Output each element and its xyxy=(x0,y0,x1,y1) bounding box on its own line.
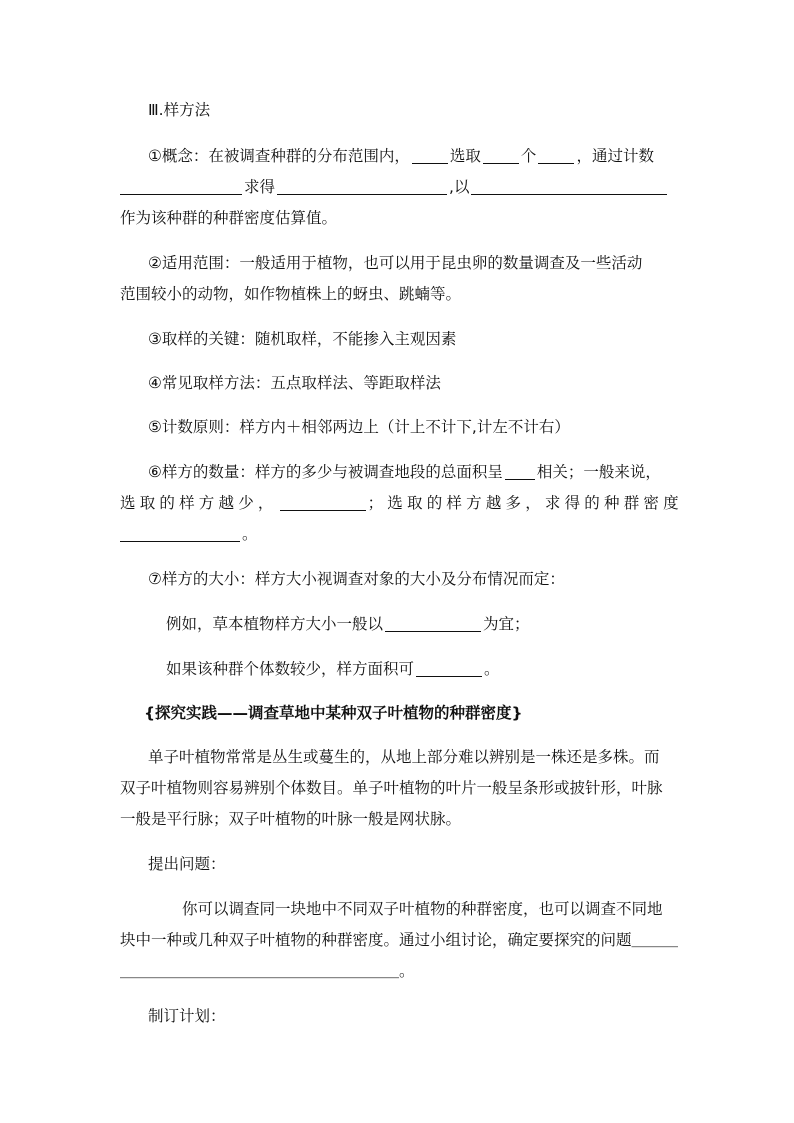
quantity-text-c: 选取的样方越少， xyxy=(120,494,278,512)
size-example-2 xyxy=(166,658,500,680)
concept-line-3: 作为该种群的种群密度估算值。 xyxy=(120,209,338,227)
make-plan: 制订计划： xyxy=(148,1007,226,1025)
size-ex2-a: 如果该种群个体数较少，样方面积可 xyxy=(166,660,415,678)
blank[interactable] xyxy=(538,147,574,164)
concept-text-6: ,以 xyxy=(449,178,470,196)
question-line-1: 你可以调查同一块地中不同双子叶植物的种群密度，也可以调查不同地 xyxy=(182,900,663,918)
sampling-methods: ④常见取样方法：五点取样法、等距取样法 xyxy=(148,374,441,392)
size-ex1-b: 为宜； xyxy=(483,615,530,633)
blank[interactable] xyxy=(412,147,448,164)
size-ex2-b: 。 xyxy=(484,660,500,678)
scope-line-2: 范围较小的动物，如作物植株上的蚜虫、跳蝻等。 xyxy=(120,285,462,303)
concept-line-2 xyxy=(120,176,669,198)
quantity-text-e: 。 xyxy=(242,525,258,543)
scope-line-1: ②适用范围：一般适用于植物，也可以用于昆虫卵的数量调查及一些活动 xyxy=(148,254,643,272)
blank[interactable] xyxy=(280,494,366,511)
question-line-3: ＿＿＿＿＿＿＿＿＿＿＿＿＿＿＿＿＿＿。 xyxy=(120,962,415,980)
quantity-line-3 xyxy=(120,523,258,545)
concept-text-3: 个 xyxy=(520,147,537,165)
concept-text-1: ①概念：在被调查种群的分布范围内， xyxy=(148,147,410,165)
concept-text-2: 选取 xyxy=(449,147,481,165)
blank[interactable] xyxy=(416,660,482,677)
quantity-line-1 xyxy=(148,461,661,483)
blank[interactable] xyxy=(385,615,481,632)
concept-text-5: 求得 xyxy=(244,178,276,196)
quantity-line-2 xyxy=(120,492,683,514)
practice-line-2: 双子叶植物则容易辨别个体数目。单子叶植物的叶片一般呈条形或披针形，叶脉 xyxy=(120,779,663,797)
practice-title: {探究实践——调查草地中某种双子叶植物的种群密度} xyxy=(144,704,523,722)
size-ex1-a: 例如，草本植物样方大小一般以 xyxy=(166,615,384,633)
blank[interactable] xyxy=(505,463,535,480)
blank[interactable] xyxy=(471,178,667,195)
concept-line-1 xyxy=(148,145,654,167)
question-line-2: 块中一种或几种双子叶植物的种群密度。通过小组讨论，确定要探究的问题＿＿＿ xyxy=(120,931,679,949)
size-title: ⑦样方的大小：样方大小视调查对象的大小及分布情况而定： xyxy=(148,570,565,588)
raise-question: 提出问题： xyxy=(148,855,226,873)
size-example-1 xyxy=(166,613,530,635)
quantity-text-d: ；选取的样方越多，求得的种群密度 xyxy=(367,494,683,512)
concept-text-4: ，通过计数 xyxy=(576,147,654,165)
blank[interactable] xyxy=(120,525,240,542)
blank[interactable] xyxy=(120,178,242,195)
section-heading: Ⅲ.样方法 xyxy=(148,101,211,119)
quantity-text-b: 相关；一般来说， xyxy=(536,463,661,481)
practice-line-3: 一般是平行脉；双子叶植物的叶脉一般是网状脉。 xyxy=(120,810,462,828)
blank[interactable] xyxy=(483,147,519,164)
sampling-key: ③取样的关键：随机取样，不能掺入主观因素 xyxy=(148,330,457,348)
practice-line-1: 单子叶植物常常是丛生或蔓生的，从地上部分难以辨别是一株还是多株。而 xyxy=(148,748,660,766)
counting-rule: ⑤计数原则：样方内＋相邻两边上（计上不计下,计左不计右） xyxy=(148,418,570,436)
quantity-text-a: ⑥样方的数量：样方的多少与被调查地段的总面积呈 xyxy=(148,463,503,481)
blank[interactable] xyxy=(277,178,447,195)
